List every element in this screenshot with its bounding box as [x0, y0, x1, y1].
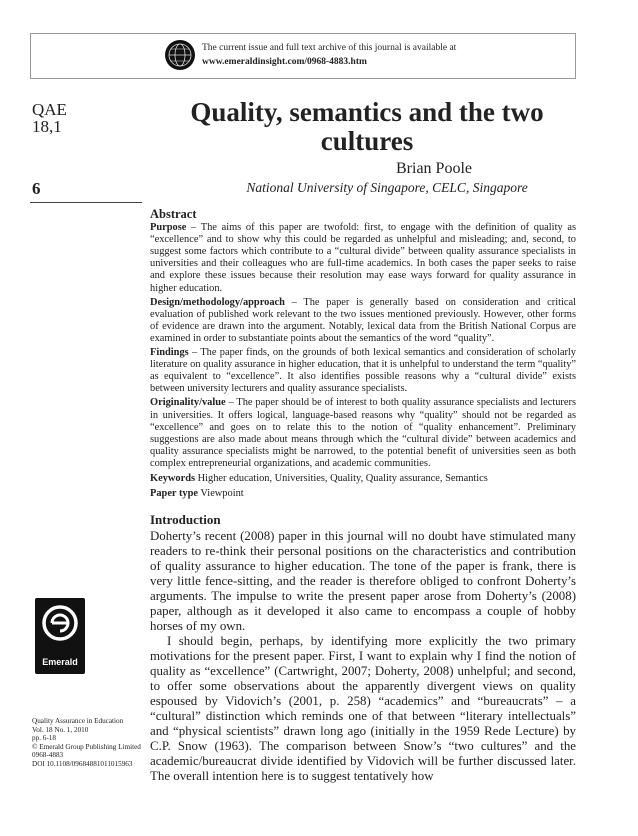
abstract-originality: Originality/value – The paper should be of interest to both quality assurance specialists and lecturers in universities. It offers logical, language-based reasons why “quality” should not be regarded as “excellence” and goes on to relate this to the notion of “quality enhancement”. Preliminary suggestions are also made about means through which the “cultural divide” between academics and quality assurance specialists might be narrowed, to the potential benefit of universities seen as both complex entrepreneurial organizations, and academic communities. — [150, 397, 576, 469]
abstract-purpose: Purpose – The aims of this paper are twofold: first, to engage with the definition of quality as “excellence” and to show why this could be regarded as unhelpful and misleading; and, second, to suggest some factors which contribute to a “cultural divide” between quality assurance specialists in universities and their colleagues who are full-time academics. In both cases the paper seeks to raise and explore these issues because their resolution may ease ways forward for quality assurance in higher education. — [150, 222, 576, 294]
availability-text: The current issue and full text archive of this journal is available at — [202, 43, 457, 53]
abstract-heading: Abstract — [150, 207, 197, 221]
citation-info — [32, 717, 150, 768]
page-number: 6 — [32, 179, 41, 198]
introduction-section — [150, 512, 576, 784]
emerald-logo — [35, 598, 85, 674]
introduction-paragraph-1: Doherty’s recent (2008) paper in this journal will no doubt have stimulated many readers to re-think their personal positions on the characteristics and contribution of quality assurance to higher education. The tone of the paper is frank, there is very little fence-sitting, and the reader is therefore obliged to confront Doherty’s arguments. The impulse to write the present paper arose from Doherty’s (2008) paper, although as it developed it also came to encompass a couple of hobby horses of my own. — [150, 529, 576, 633]
journal-url-link[interactable]: www.emeraldinsight.com/0968-4883.htm — [202, 57, 367, 67]
introduction-heading: Introduction — [150, 512, 221, 527]
volume-issue: 18,1 — [32, 117, 62, 136]
citation-issn: 0968-4883 — [32, 751, 64, 759]
abstract-findings: Findings – The paper finds, on the grounds of both lexical semantics and consideration of scholarly literature on quality assurance in higher education, that it is unhelpful to understand the term “quality” as equivalent to “excellence”. It also identifies possible reasons why a “cultural divide” exists between university lecturers and quality assurance specialists. — [150, 347, 576, 395]
citation-journal: Quality Assurance in Education — [32, 717, 124, 725]
keywords: Keywords Higher education, Universities, Quality, Quality assurance, Semantics — [150, 472, 488, 484]
introduction-paragraph-2: I should begin, perhaps, by identifying more explicitly the two primary motivations for the present paper. First, I want to explain why I find the notion of quality as “excellence” (Cartwright, 2007; Doherty, 2008) unhelpful; and second, to offer some observations about the apparently divergent views on quality espoused by Vidovich’s (2001, p. 258) “academics” and “bureaucrats” – a “cultural” distinction which reminds one of that between “literary intellectuals” and “physical scientists” drawn long ago (initially in the 1959 Rede Lecture) by C.P. Snow (1963). The comparison between Snow’s “two cultures” and the academic/bureaucrat divide identified by Vidovich will be further discussed later. The overall intention here is to suggest tentatively how — [150, 634, 576, 783]
citation-pages: pp. 6-18 — [32, 734, 56, 742]
emerald-wordmark: Emerald — [42, 657, 78, 667]
author-name: Brian Poole — [396, 160, 472, 177]
author-affiliation: National University of Singapore, CELC, Singapore — [246, 180, 528, 195]
margin-divider — [30, 202, 142, 203]
emerald-globe-icon — [165, 40, 195, 70]
emerald-e-icon — [41, 604, 79, 642]
citation-volume: Vol. 18 No. 1, 2010 — [32, 725, 89, 734]
citation-copyright: © Emerald Group Publishing Limited — [32, 742, 141, 751]
article-title: Quality, semantics and the two cultures — [190, 97, 544, 156]
journal-availability-box — [30, 33, 576, 79]
abstract-design: Design/methodology/approach – The paper is generally based on consideration and critical evaluation of published work relevant to the two issues mentioned previously. However, other forms of evidence are drawn into the argument. Notably, lexical data from the British National Corpus are examined in order to substantiate points about the semantics of the word “quality”. — [150, 296, 576, 344]
paper-type: Paper type Viewpoint — [150, 488, 244, 500]
abstract-section — [150, 208, 576, 502]
citation-doi: DOI 10.1108/09684881011015963 — [32, 759, 133, 768]
journal-code: QAE — [32, 100, 67, 119]
